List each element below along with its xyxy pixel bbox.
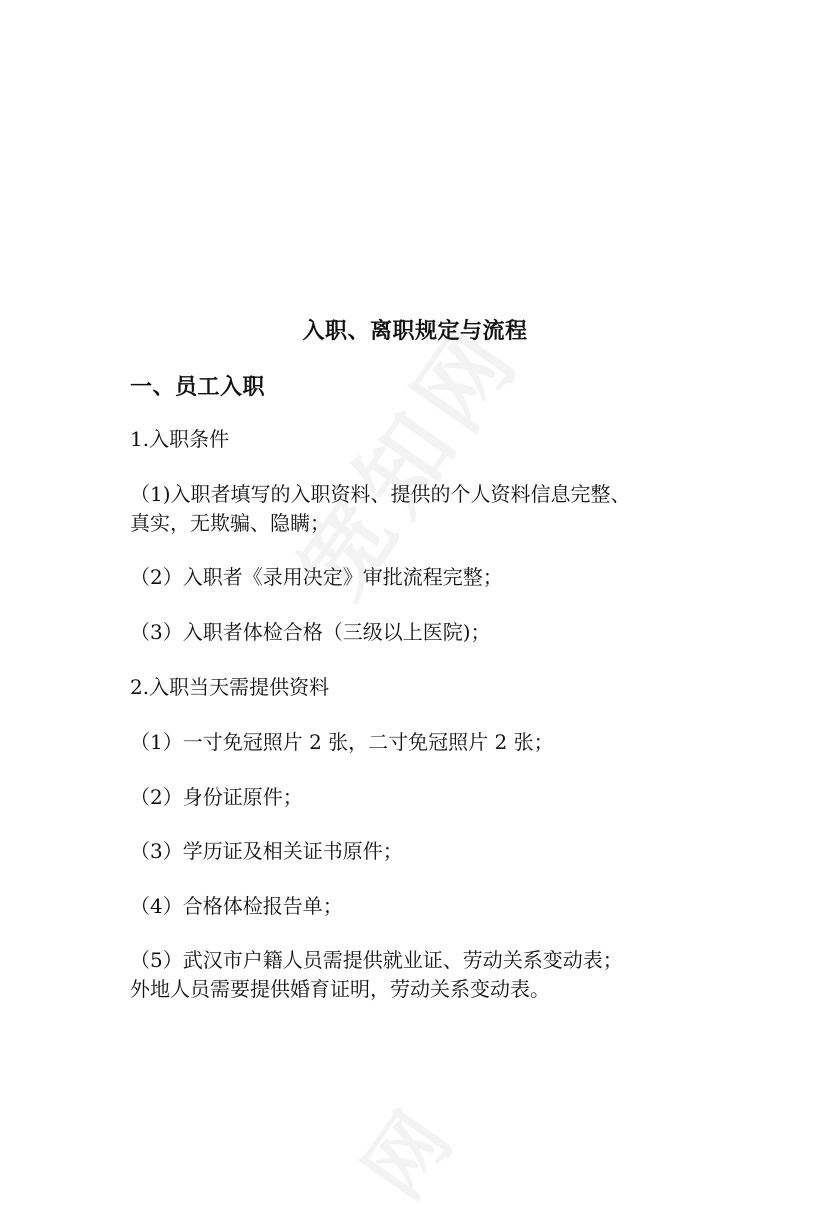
- list-item: （3）学历证及相关证书原件；: [130, 839, 403, 863]
- list-item: （1)入职者填写的入职资料、提供的个人资料信息完整、: [130, 482, 631, 506]
- list-item: （3）入职者体检合格（三级以上医院)；: [130, 620, 491, 644]
- list-item: （1）一寸免冠照片 2 张，二寸免冠照片 2 张；: [130, 730, 554, 754]
- list-item-continuation: 外地人员需要提供婚育证明，劳动关系变动表。: [130, 977, 550, 1001]
- list-item: （4）合格体检报告单；: [130, 894, 343, 918]
- list-item: （2）入职者《录用决定》审批流程完整；: [130, 565, 503, 589]
- subsection-heading: 1.入职条件: [130, 427, 230, 451]
- section-heading: 一、员工入职: [130, 374, 266, 400]
- list-item: （2）身份证原件；: [130, 785, 303, 809]
- subsection-heading: 2.入职当天需提供资料: [130, 675, 330, 699]
- watermark-lower: [332, 1078, 478, 1217]
- list-item: （5）武汉市户籍人员需提供就业证、劳动关系变动表；: [130, 948, 623, 972]
- document-title: 入职、离职规定与流程: [302, 318, 528, 344]
- list-item-continuation: 真实，无欺骗、隐瞒；: [130, 511, 330, 535]
